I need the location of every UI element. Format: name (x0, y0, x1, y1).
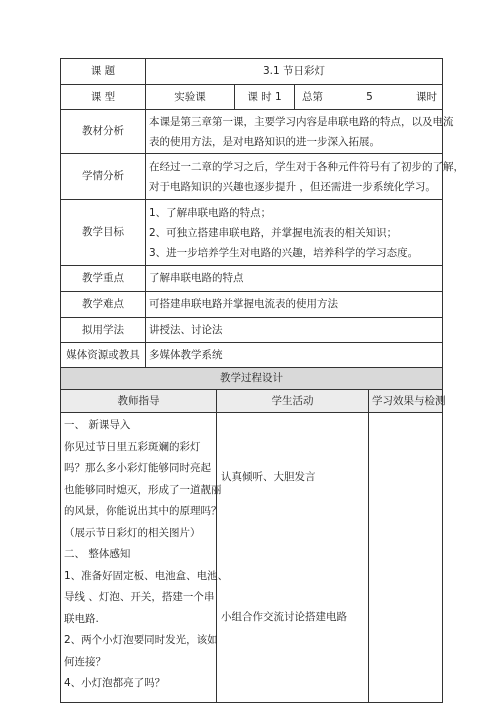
teacher-line-1: 一、 新课导入 (64, 419, 131, 431)
methods-value: 讲授法、讨论法 (146, 318, 443, 343)
difficulty-label: 教学难点 (61, 292, 146, 318)
hours-cell (235, 85, 295, 110)
row-difficulty (61, 292, 443, 318)
row-goals (61, 200, 443, 266)
methods-label: 拟用学法 (61, 318, 146, 343)
key-point-value: 了解串联电路的特点 (146, 266, 443, 292)
total-cell (295, 85, 443, 110)
row-topic (61, 59, 443, 85)
students-label: 学情分析 (61, 154, 146, 200)
row-process-headers (61, 390, 443, 413)
col-effect-header: 学习效果与检测 (369, 390, 443, 413)
teacher-line-11: 2、两个小灯泡要同时发光，该如 (64, 634, 218, 646)
type-label: 课 型 (61, 85, 146, 110)
row-methods (61, 318, 443, 343)
key-point-label: 教学重点 (61, 266, 146, 292)
goal-line-1: 1、了解串联电路的特点； (149, 206, 272, 219)
lesson-plan-table (60, 58, 464, 703)
student-activity-1: 认真倾听、大胆发言 (221, 471, 316, 483)
hours-label: 课 时 (247, 90, 272, 103)
students-text (146, 154, 464, 200)
row-resources (61, 343, 443, 368)
material-text (146, 110, 454, 154)
teacher-line-9: 导线 、灯泡、开关，搭建一个串 (64, 591, 215, 603)
row-material (61, 110, 443, 154)
student-activity-2: 小组合作交流讨论搭建电路 (221, 611, 347, 623)
difficulty-value: 可搭建串联电路并掌握电流表的使用方法 (146, 292, 443, 318)
row-type (61, 85, 443, 110)
teacher-line-6: （展示节日彩灯的相关图片） (64, 526, 201, 539)
type-value: 实验课 (146, 85, 235, 110)
row-process-title (61, 368, 443, 390)
teacher-line-10: 联电路. (64, 612, 99, 625)
student-activities (217, 413, 369, 703)
teacher-guidance (61, 413, 229, 703)
topic-value: 3.1 节日彩灯 (146, 59, 443, 85)
teacher-line-13: 4、小灯泡都亮了吗？ (64, 677, 166, 689)
unit-label: 课时 (416, 90, 438, 103)
students-line-2: 对于电路知识的兴趣也逐步提升 ，但还需进一步系统化学习。 (149, 180, 436, 193)
col-student-header: 学生活动 (217, 390, 369, 413)
teacher-line-2: 你见过节日里五彩斑斓的彩灯 (64, 440, 201, 453)
material-label: 教材分析 (61, 110, 146, 154)
process-title: 教学过程设计 (61, 368, 443, 390)
col-teacher-header: 教师指导 (61, 390, 217, 413)
resources-value: 多媒体教学系统 (146, 343, 443, 368)
material-line-2: 表的使用方法，是对电路知识的进一步深入拓展。 (149, 135, 380, 148)
row-key-point (61, 266, 443, 292)
material-line-1: 本课是第三章第一课，主要学习内容是串联电路的特点，以及电流 (149, 115, 454, 128)
total-value: 5 (366, 90, 373, 103)
teacher-line-5: 的风景，你能说出其中的原理吗？ (64, 505, 222, 517)
goal-line-3: 3、进一步培养学生对电路的兴趣，培养科学的学习态度。 (149, 246, 419, 259)
teacher-line-12: 何连接？ (64, 655, 106, 668)
teacher-line-4: 也能够同时熄灭，形成了一道靓丽 (64, 483, 222, 496)
goals-label: 教学目标 (61, 200, 146, 266)
goals-text (146, 200, 443, 266)
teacher-line-3: 吗？那么多小彩灯能够同时亮起 (64, 462, 211, 474)
teacher-line-7: 二、 整体感知 (64, 548, 131, 560)
total-label: 总第 (302, 90, 323, 103)
learning-effect-cell (369, 413, 443, 703)
resources-label: 媒体资源或教具 (61, 343, 146, 368)
row-students (61, 154, 443, 200)
hours-value: 1 (275, 90, 282, 103)
goal-line-2: 2、可独立搭建串联电路，并掌握电流表的相关知识； (149, 226, 398, 239)
teacher-line-8: 1、准备好固定板、电池盒、电池、 (64, 569, 229, 582)
row-process-body (61, 413, 443, 703)
topic-label: 课 题 (61, 59, 146, 85)
students-line-1: 在经过一二章的学习之后，学生对于各种元件符号有了初步的了解， (149, 160, 464, 173)
